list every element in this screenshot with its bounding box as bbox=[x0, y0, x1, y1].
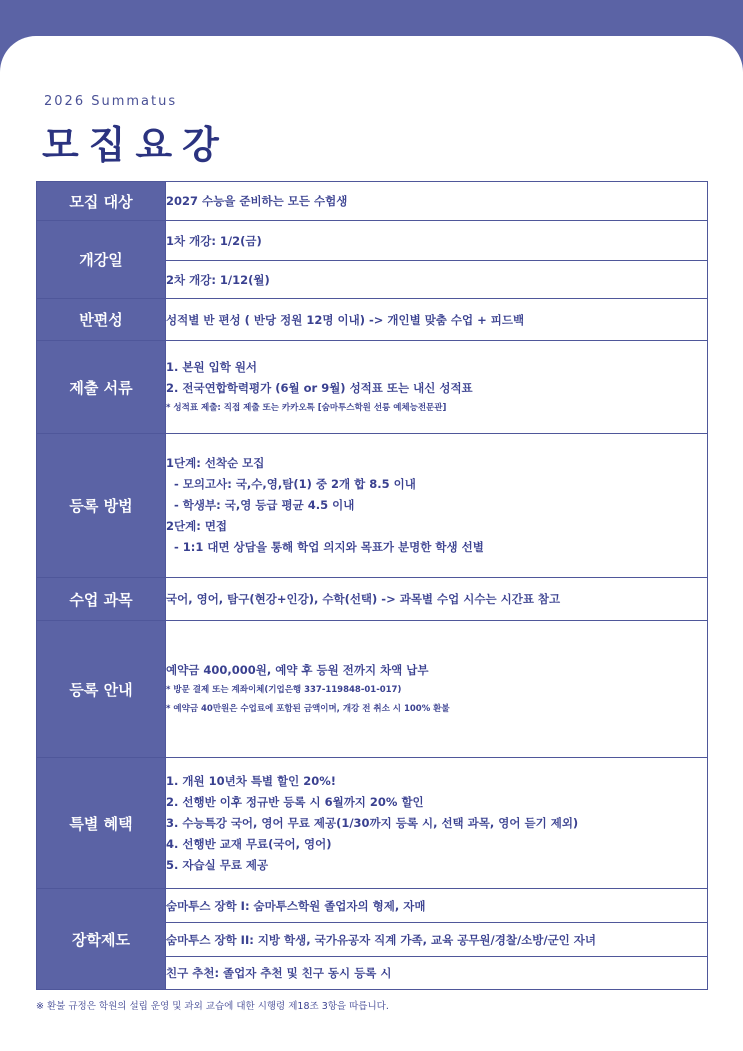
row-label-start-date: 개강일 bbox=[37, 221, 166, 299]
row-label-registration-method: 등록 방법 bbox=[37, 434, 166, 578]
list-item: 5. 자습실 무료 제공 bbox=[166, 857, 269, 872]
row-label-target: 모집 대상 bbox=[37, 182, 166, 221]
row-label-documents: 제출 서류 bbox=[37, 341, 166, 434]
row-content-registration-method bbox=[166, 434, 708, 578]
row-content-class-grouping: 성적별 반 편성 ( 반당 정원 12명 이내) -> 개인별 맞춤 수업 + 피드백 bbox=[166, 299, 708, 341]
row-label-scholarship: 장학제도 bbox=[37, 889, 166, 990]
list-item: 3. 수능특강 국어, 영어 무료 제공(1/30까지 등록 시, 선택 과목, 영어 듣기 제외) bbox=[166, 815, 579, 830]
recruitment-table bbox=[36, 181, 708, 990]
list-item: - 모의고사: 국,수,영,탐(1) 중 2개 합 8.5 이내 bbox=[166, 477, 416, 491]
row-content-scholarship-2: 숨마투스 장학 II: 지방 학생, 국가유공자 직계 가족, 교육 공무원/경찰/소방/군인 자녀 bbox=[166, 923, 708, 957]
list-item: - 학생부: 국,영 등급 평균 4.5 이내 bbox=[166, 498, 355, 512]
note-text: * 예약금 40만원은 수업료에 포함된 금액이며, 개강 전 취소 시 100% 환불 bbox=[166, 703, 450, 714]
table-row bbox=[37, 434, 708, 578]
list-item: 2. 선행반 이후 정규반 등록 시 6월까지 20% 할인 bbox=[166, 794, 424, 809]
list-item: 1단계: 선착순 모집 bbox=[166, 456, 265, 470]
table-row bbox=[37, 299, 708, 341]
row-content-target: 2027 수능을 준비하는 모든 수험생 bbox=[166, 182, 708, 221]
row-label-subjects: 수업 과목 bbox=[37, 578, 166, 621]
note-text: * 성적표 제출: 직접 제출 또는 카카오톡 [숨마투스학원 선릉 예체능전문관] bbox=[166, 402, 447, 413]
list-item: 1. 개원 10년차 특별 할인 20%! bbox=[166, 773, 337, 788]
row-content-documents bbox=[166, 341, 708, 434]
table-row bbox=[37, 889, 708, 923]
list-item: 2단계: 면접 bbox=[166, 519, 228, 533]
page-subtitle: 2026 Summatus bbox=[44, 94, 178, 109]
table-row bbox=[37, 221, 708, 261]
row-content-subjects: 국어, 영어, 탐구(현강+인강), 수학(선택) -> 과목별 수업 시수는 시간표 참고 bbox=[166, 578, 708, 621]
row-content-scholarship-3: 친구 추천: 졸업자 추천 및 친구 동시 등록 시 bbox=[166, 957, 708, 990]
row-content-scholarship-1: 숨마투스 장학 I: 숨마투스학원 졸업자의 형제, 자매 bbox=[166, 889, 708, 923]
table-row bbox=[37, 621, 708, 758]
row-label-special-benefits: 특별 혜택 bbox=[37, 758, 166, 889]
row-content-special-benefits bbox=[166, 758, 708, 889]
row-content-start-date-1: 1차 개강: 1/2(금) bbox=[166, 221, 708, 261]
list-item: 2. 전국연합학력평가 (6월 or 9월) 성적표 또는 내신 성적표 bbox=[166, 380, 473, 395]
list-item: 4. 선행반 교재 무료(국어, 영어) bbox=[166, 836, 332, 851]
row-label-registration-info: 등록 안내 bbox=[37, 621, 166, 758]
page-title: 모집요강 bbox=[42, 123, 229, 167]
deposit-text: 예약금 400,000원, 예약 후 등원 전까지 차액 납부 bbox=[166, 662, 429, 677]
table-row bbox=[37, 578, 708, 621]
list-item: - 1:1 대면 상담을 통해 학업 의지와 목표가 분명한 학생 선별 bbox=[166, 540, 484, 554]
list-item: 1. 본원 입학 원서 bbox=[166, 359, 258, 374]
table-row bbox=[37, 341, 708, 434]
table-row bbox=[37, 182, 708, 221]
note-text: * 방문 결제 또는 계좌이체(기업은행 337-119848-01-017) bbox=[166, 684, 402, 695]
table-row bbox=[37, 758, 708, 889]
row-label-class-grouping: 반편성 bbox=[37, 299, 166, 341]
row-content-start-date-2: 2차 개강: 1/12(월) bbox=[166, 261, 708, 299]
refund-policy-footnote: ※ 환불 규정은 학원의 설립 운영 및 과외 교습에 대한 시행령 제18조 3항을 따릅니다. bbox=[36, 1001, 389, 1012]
row-content-registration-info bbox=[166, 621, 708, 758]
